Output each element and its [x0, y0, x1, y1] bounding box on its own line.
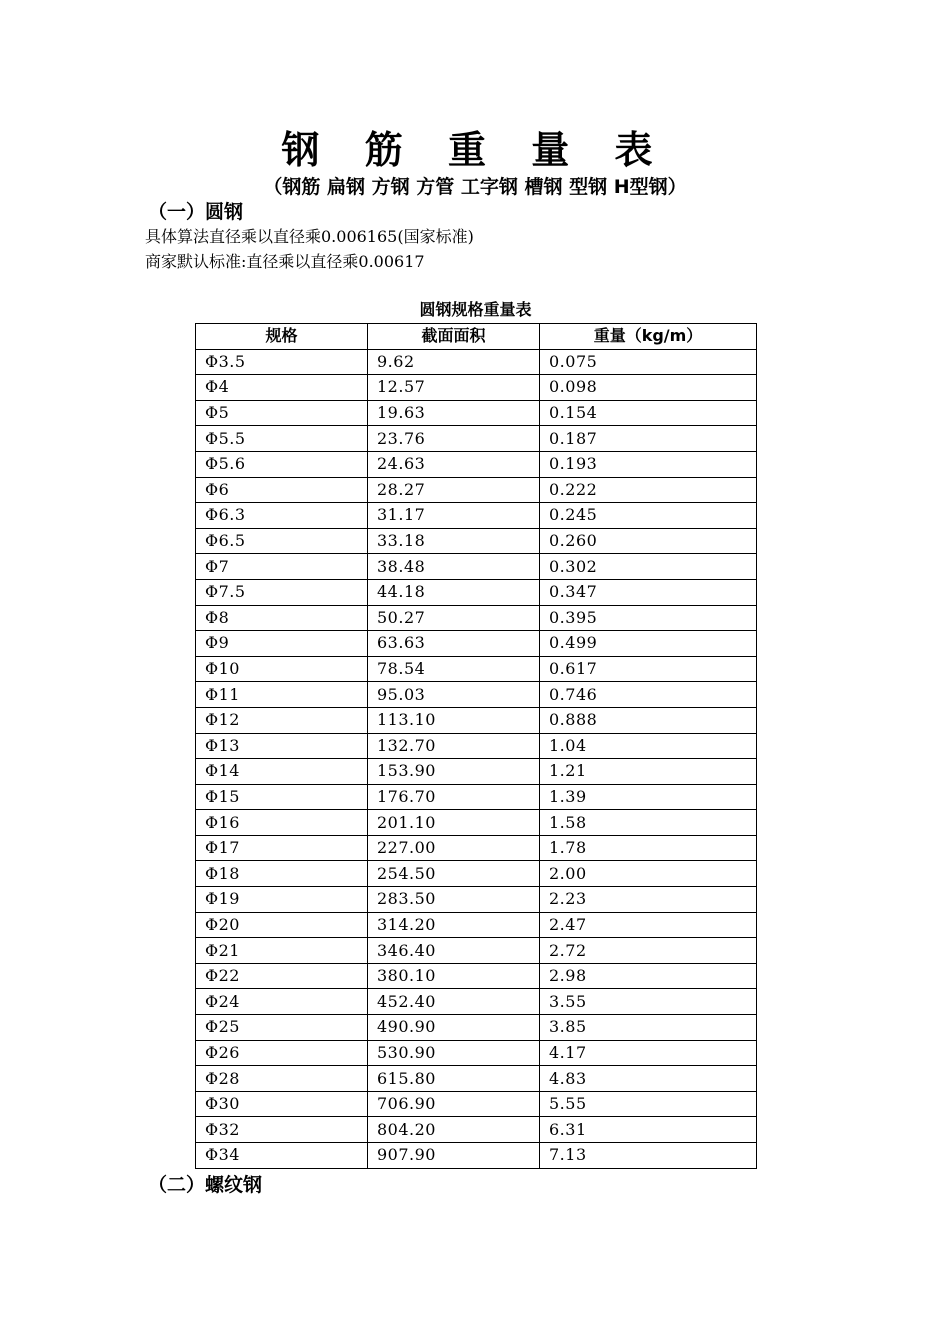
cell-weight: 0.245 — [540, 503, 757, 529]
table-row — [196, 810, 757, 836]
cell-spec: Φ17 — [196, 835, 368, 861]
table-body — [196, 349, 757, 1168]
cell-spec: Φ11 — [196, 682, 368, 708]
cell-weight: 4.83 — [540, 1066, 757, 1092]
cell-area: 380.10 — [368, 963, 540, 989]
cell-spec: Φ25 — [196, 1015, 368, 1041]
table-row — [196, 656, 757, 682]
cell-spec: Φ3.5 — [196, 349, 368, 375]
table-row — [196, 1091, 757, 1117]
cell-weight: 3.85 — [540, 1015, 757, 1041]
cell-area: 490.90 — [368, 1015, 540, 1041]
cell-weight: 0.617 — [540, 656, 757, 682]
cell-weight: 0.075 — [540, 349, 757, 375]
cell-spec: Φ4 — [196, 375, 368, 401]
cell-spec: Φ28 — [196, 1066, 368, 1092]
cell-spec: Φ9 — [196, 631, 368, 657]
cell-spec: Φ7 — [196, 554, 368, 580]
page-subtitle: （钢筋 扁钢 方钢 方管 工字钢 槽钢 型钢 H型钢） — [263, 176, 687, 198]
table-row — [196, 1117, 757, 1143]
cell-area: 153.90 — [368, 759, 540, 785]
section-heading-rebar: （二）螺纹钢 — [148, 1174, 263, 1196]
cell-weight: 0.302 — [540, 554, 757, 580]
cell-area: 201.10 — [368, 810, 540, 836]
cell-spec: Φ5.5 — [196, 426, 368, 452]
cell-spec: Φ24 — [196, 989, 368, 1015]
cell-spec: Φ6.5 — [196, 528, 368, 554]
header-cross-section-area: 截面面积 — [368, 324, 540, 350]
cell-area: 227.00 — [368, 835, 540, 861]
formula-note-merchant-standard: 商家默认标准:直径乘以直径乘0.00617 — [145, 252, 425, 271]
cell-weight: 0.098 — [540, 375, 757, 401]
table-row — [196, 1015, 757, 1041]
cell-weight: 0.260 — [540, 528, 757, 554]
cell-area: 804.20 — [368, 1117, 540, 1143]
cell-area: 132.70 — [368, 733, 540, 759]
page-title: 钢 筋 重 量 表 — [281, 128, 669, 172]
cell-spec: Φ16 — [196, 810, 368, 836]
cell-weight: 2.98 — [540, 963, 757, 989]
table-row — [196, 784, 757, 810]
cell-area: 95.03 — [368, 682, 540, 708]
cell-weight: 5.55 — [540, 1091, 757, 1117]
cell-spec: Φ14 — [196, 759, 368, 785]
table-row — [196, 835, 757, 861]
cell-area: 176.70 — [368, 784, 540, 810]
table-row — [196, 579, 757, 605]
table-caption: 圆钢规格重量表 — [419, 300, 532, 319]
table-row — [196, 451, 757, 477]
cell-weight: 0.193 — [540, 451, 757, 477]
cell-weight: 1.58 — [540, 810, 757, 836]
table-row — [196, 349, 757, 375]
cell-area: 23.76 — [368, 426, 540, 452]
cell-weight: 1.21 — [540, 759, 757, 785]
cell-spec: Φ7.5 — [196, 579, 368, 605]
table-row — [196, 938, 757, 964]
round-steel-weight-table — [195, 323, 757, 1169]
cell-area: 346.40 — [368, 938, 540, 964]
section-heading-round-steel: （一）圆钢 — [148, 201, 244, 223]
cell-spec: Φ12 — [196, 707, 368, 733]
cell-area: 38.48 — [368, 554, 540, 580]
cell-weight: 4.17 — [540, 1040, 757, 1066]
cell-area: 19.63 — [368, 400, 540, 426]
table-row — [196, 400, 757, 426]
table-header-row — [196, 324, 757, 350]
cell-spec: Φ6 — [196, 477, 368, 503]
header-weight: 重量（kg/m） — [540, 324, 757, 350]
table-row — [196, 912, 757, 938]
cell-area: 24.63 — [368, 451, 540, 477]
cell-weight: 1.04 — [540, 733, 757, 759]
table-row — [196, 707, 757, 733]
cell-spec: Φ13 — [196, 733, 368, 759]
table-row — [196, 554, 757, 580]
cell-spec: Φ6.3 — [196, 503, 368, 529]
cell-area: 9.62 — [368, 349, 540, 375]
cell-spec: Φ21 — [196, 938, 368, 964]
cell-weight: 0.222 — [540, 477, 757, 503]
header-spec: 规格 — [196, 324, 368, 350]
table-row — [196, 375, 757, 401]
cell-spec: Φ5.6 — [196, 451, 368, 477]
cell-area: 44.18 — [368, 579, 540, 605]
cell-area: 12.57 — [368, 375, 540, 401]
cell-weight: 2.00 — [540, 861, 757, 887]
cell-area: 113.10 — [368, 707, 540, 733]
cell-spec: Φ34 — [196, 1143, 368, 1169]
table-row — [196, 861, 757, 887]
table-row — [196, 887, 757, 913]
cell-weight: 0.746 — [540, 682, 757, 708]
cell-weight: 1.39 — [540, 784, 757, 810]
table-row — [196, 759, 757, 785]
cell-area: 254.50 — [368, 861, 540, 887]
cell-weight: 0.187 — [540, 426, 757, 452]
cell-weight: 0.888 — [540, 707, 757, 733]
cell-weight: 7.13 — [540, 1143, 757, 1169]
cell-spec: Φ10 — [196, 656, 368, 682]
table-row — [196, 963, 757, 989]
table-row — [196, 682, 757, 708]
cell-area: 31.17 — [368, 503, 540, 529]
cell-spec: Φ18 — [196, 861, 368, 887]
table-row — [196, 528, 757, 554]
cell-spec: Φ30 — [196, 1091, 368, 1117]
cell-spec: Φ15 — [196, 784, 368, 810]
cell-weight: 0.154 — [540, 400, 757, 426]
cell-weight: 0.499 — [540, 631, 757, 657]
table-row — [196, 426, 757, 452]
table-row — [196, 503, 757, 529]
cell-area: 283.50 — [368, 887, 540, 913]
cell-spec: Φ26 — [196, 1040, 368, 1066]
cell-spec: Φ22 — [196, 963, 368, 989]
cell-weight: 2.23 — [540, 887, 757, 913]
cell-area: 907.90 — [368, 1143, 540, 1169]
cell-weight: 2.47 — [540, 912, 757, 938]
table-row — [196, 631, 757, 657]
cell-area: 314.20 — [368, 912, 540, 938]
cell-area: 706.90 — [368, 1091, 540, 1117]
cell-weight: 2.72 — [540, 938, 757, 964]
cell-weight: 0.395 — [540, 605, 757, 631]
cell-weight: 6.31 — [540, 1117, 757, 1143]
table-row — [196, 477, 757, 503]
cell-weight: 0.347 — [540, 579, 757, 605]
cell-area: 530.90 — [368, 1040, 540, 1066]
cell-spec: Φ19 — [196, 887, 368, 913]
cell-spec: Φ8 — [196, 605, 368, 631]
formula-note-national-standard: 具体算法直径乘以直径乘0.006165(国家标准) — [145, 227, 474, 246]
cell-weight: 1.78 — [540, 835, 757, 861]
table-row — [196, 1066, 757, 1092]
cell-area: 78.54 — [368, 656, 540, 682]
cell-spec: Φ20 — [196, 912, 368, 938]
table-row — [196, 989, 757, 1015]
cell-area: 33.18 — [368, 528, 540, 554]
cell-spec: Φ5 — [196, 400, 368, 426]
cell-weight: 3.55 — [540, 989, 757, 1015]
cell-spec: Φ32 — [196, 1117, 368, 1143]
cell-area: 63.63 — [368, 631, 540, 657]
cell-area: 615.80 — [368, 1066, 540, 1092]
table-row — [196, 733, 757, 759]
cell-area: 452.40 — [368, 989, 540, 1015]
table-row — [196, 1040, 757, 1066]
cell-area: 28.27 — [368, 477, 540, 503]
table-row — [196, 605, 757, 631]
table-row — [196, 1143, 757, 1169]
cell-area: 50.27 — [368, 605, 540, 631]
